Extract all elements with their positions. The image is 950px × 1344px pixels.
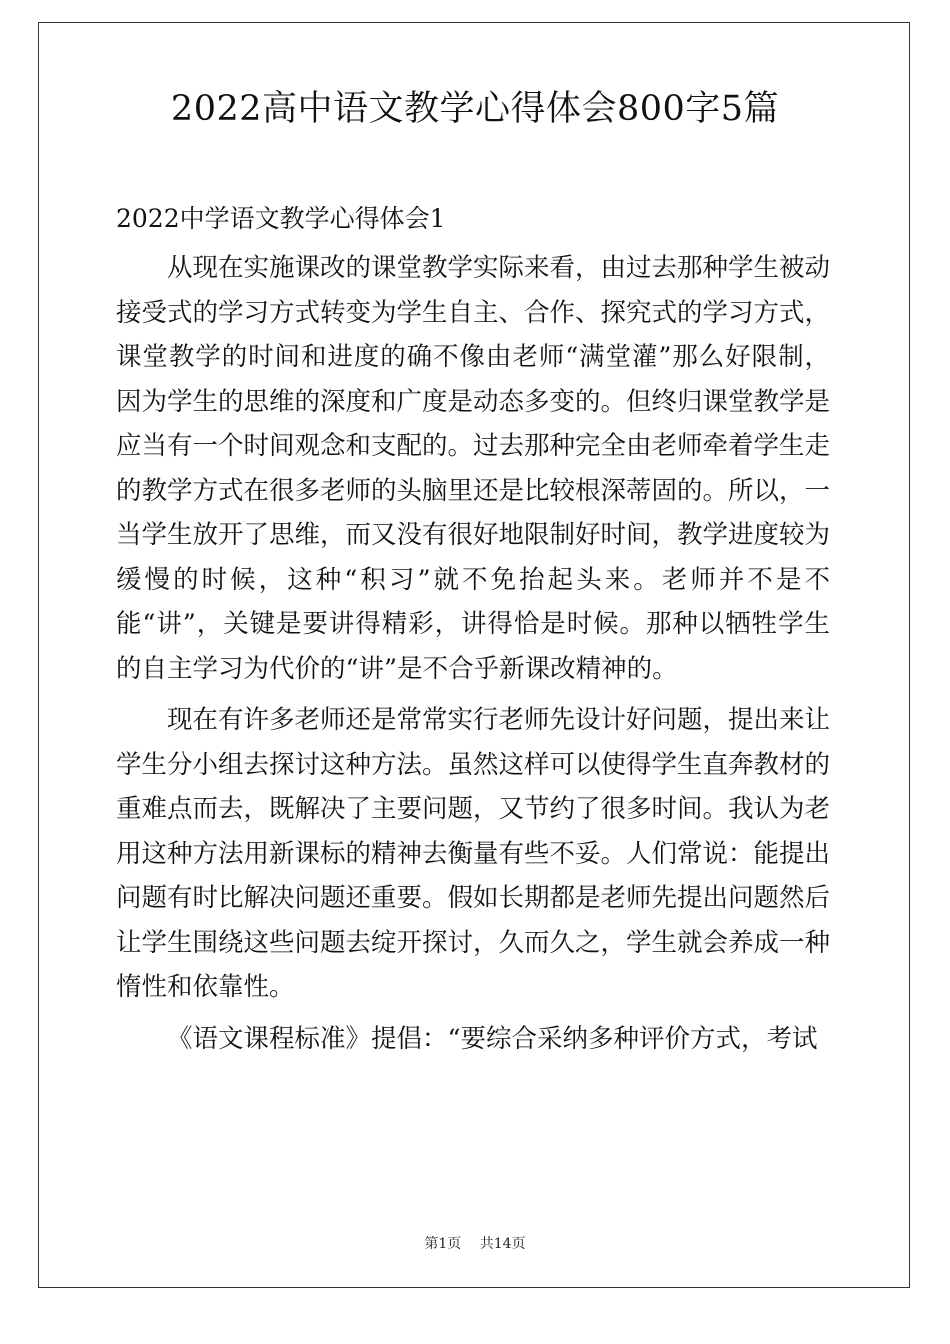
page-number: 第1页 [424, 1236, 462, 1252]
paragraph-3: 《语文课程标准》提倡：“要综合采纳多种评价方式，考试 [167, 1023, 818, 1054]
section-heading: 2022中学语文教学心得体会1 [116, 204, 446, 233]
paragraph-2: 现在有许多老师还是常常实行老师先设计好问题，提出来让学生分小组去探讨这种方法。虽然这样可以使得学生直奔教材的重难点而去，既解决了主要问题，又节约了很多时间。我认为老用这种方法用新课标的精神去衡量有些不妥。人们常说：能提出问题有时比解决问题还重要。假如长期都是老师先提出问题然后让学生围绕这些问题去绽开探讨，久而久之，学生就会养成一种惰性和依靠性。 [116, 705, 831, 1002]
page-footer [38, 1233, 912, 1253]
paragraph-1: 从现在实施课改的课堂教学实际来看，由过去那种学生被动接受式的学习方式转变为学生自主、合作、探究式的学习方式，课堂教学的时间和进度的确不像由老师“满堂灌”那么好限制，因为学生的思维的深度和广度是动态多变的。但终归课堂教学是应当有一个时间观念和支配的。过去那种完全由老师牵着学生走的教学方式在很多老师的头脑里还是比较根深蒂固的。所以，一当学生放开了思维，而又没有很好地限制好时间，教学进度较为缓慢的时候，这种“积习”就不免抬起头来。老师并不是不能“讲”，关键是要讲得精彩，讲得恰是时候。那种以牺牲学生的自主学习为代价的“讲”是不合乎新课改精神的。 [116, 253, 831, 684]
document-body [116, 197, 830, 1068]
document-title: 2022高中语文教学心得体会800字5篇 [170, 89, 780, 129]
page-total: 共14页 [479, 1236, 526, 1252]
